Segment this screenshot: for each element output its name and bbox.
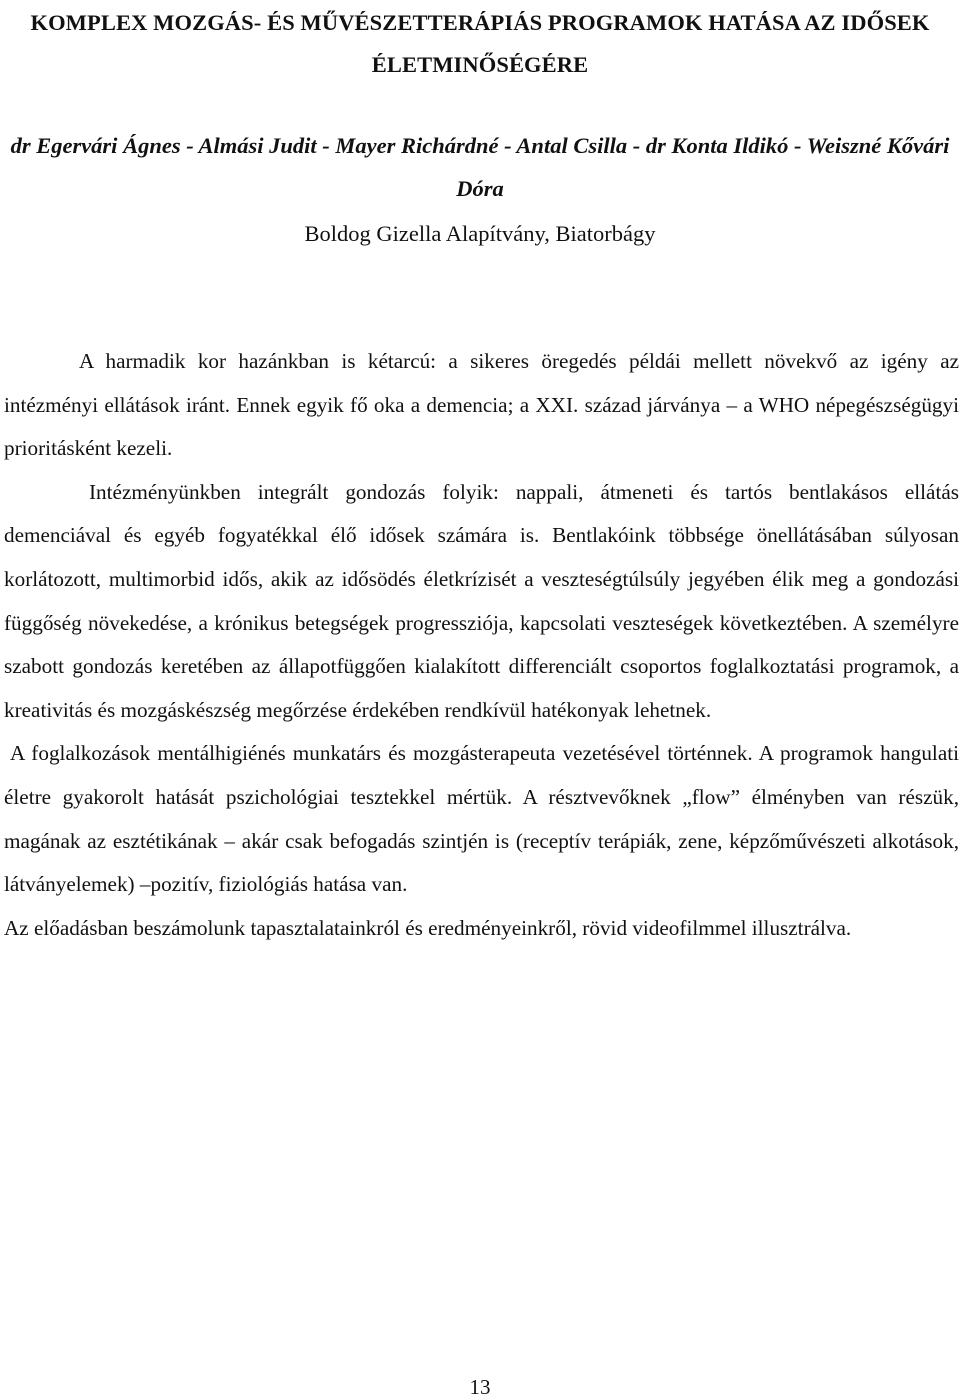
author-list: dr Egervári Ágnes - Almási Judit - Mayer Richárdné - Antal Csilla - dr Konta Ildikó - Weiszné Kővári Dóra [10,133,950,201]
page-number: 13 [469,1375,491,1399]
paragraph: A foglalkozások mentálhigiénés munkatárs és mozgásterapeuta vezetésével történnek. A programok hangulati életre gyakorolt hatását pszichológiai tesztekkel mértük. A résztvevőknek „flow” élményben van részük, magának az esztétikának – akár csak befogadás szintjén is (receptív terápiák, zene, képzőművészeti alkotások, látványelemek) –pozitív, fiziológiás hatása van. [4,741,959,897]
abstract-body [4,340,959,950]
affiliation: Boldog Gizella Alapítvány, Biatorbágy [304,221,656,246]
paragraph: Intézményünkben integrált gondozás folyik: nappali, átmeneti és tartós bentlakásos ellátás demenciával és egyéb fogyatékkal élő idősek számára is. Bentlakóink többsége önellátásában súlyosan korlátozott, multimorbid idős, akik az idősödés életkrízisét a veszteségtúlsúly jegyében élik meg a gondozási függőség növekedése, a krónikus betegségek progressziója, kapcsolati veszteségek következtében. A személyre szabott gondozás keretében az állapotfüggően kialakított differenciált csoportos foglalkoztatási programok, a kreativitás és mozgáskészség megőrzése érdekében rendkívül hatékonyak lehetnek. [4,479,959,722]
paragraph: Az előadásban beszámolunk tapasztalatainkról és eredményeinkről, rövid videofilmmel illusztrálva. [4,915,852,940]
document-title: KOMPLEX MOZGÁS- ÉS MŰVÉSZETTERÁPIÁS PROGRAMOK HATÁSA AZ IDŐSEK ÉLETMINŐSÉGÉRE [30,10,930,77]
paragraph: A harmadik kor hazánkban is kétarcú: a sikeres öregedés példái mellett növekvő az igény az intézményi ellátások iránt. Ennek egyik fő oka a demencia; a XXI. század járványa – a WHO népegészségügyi prioritásként kezeli. [4,349,959,461]
